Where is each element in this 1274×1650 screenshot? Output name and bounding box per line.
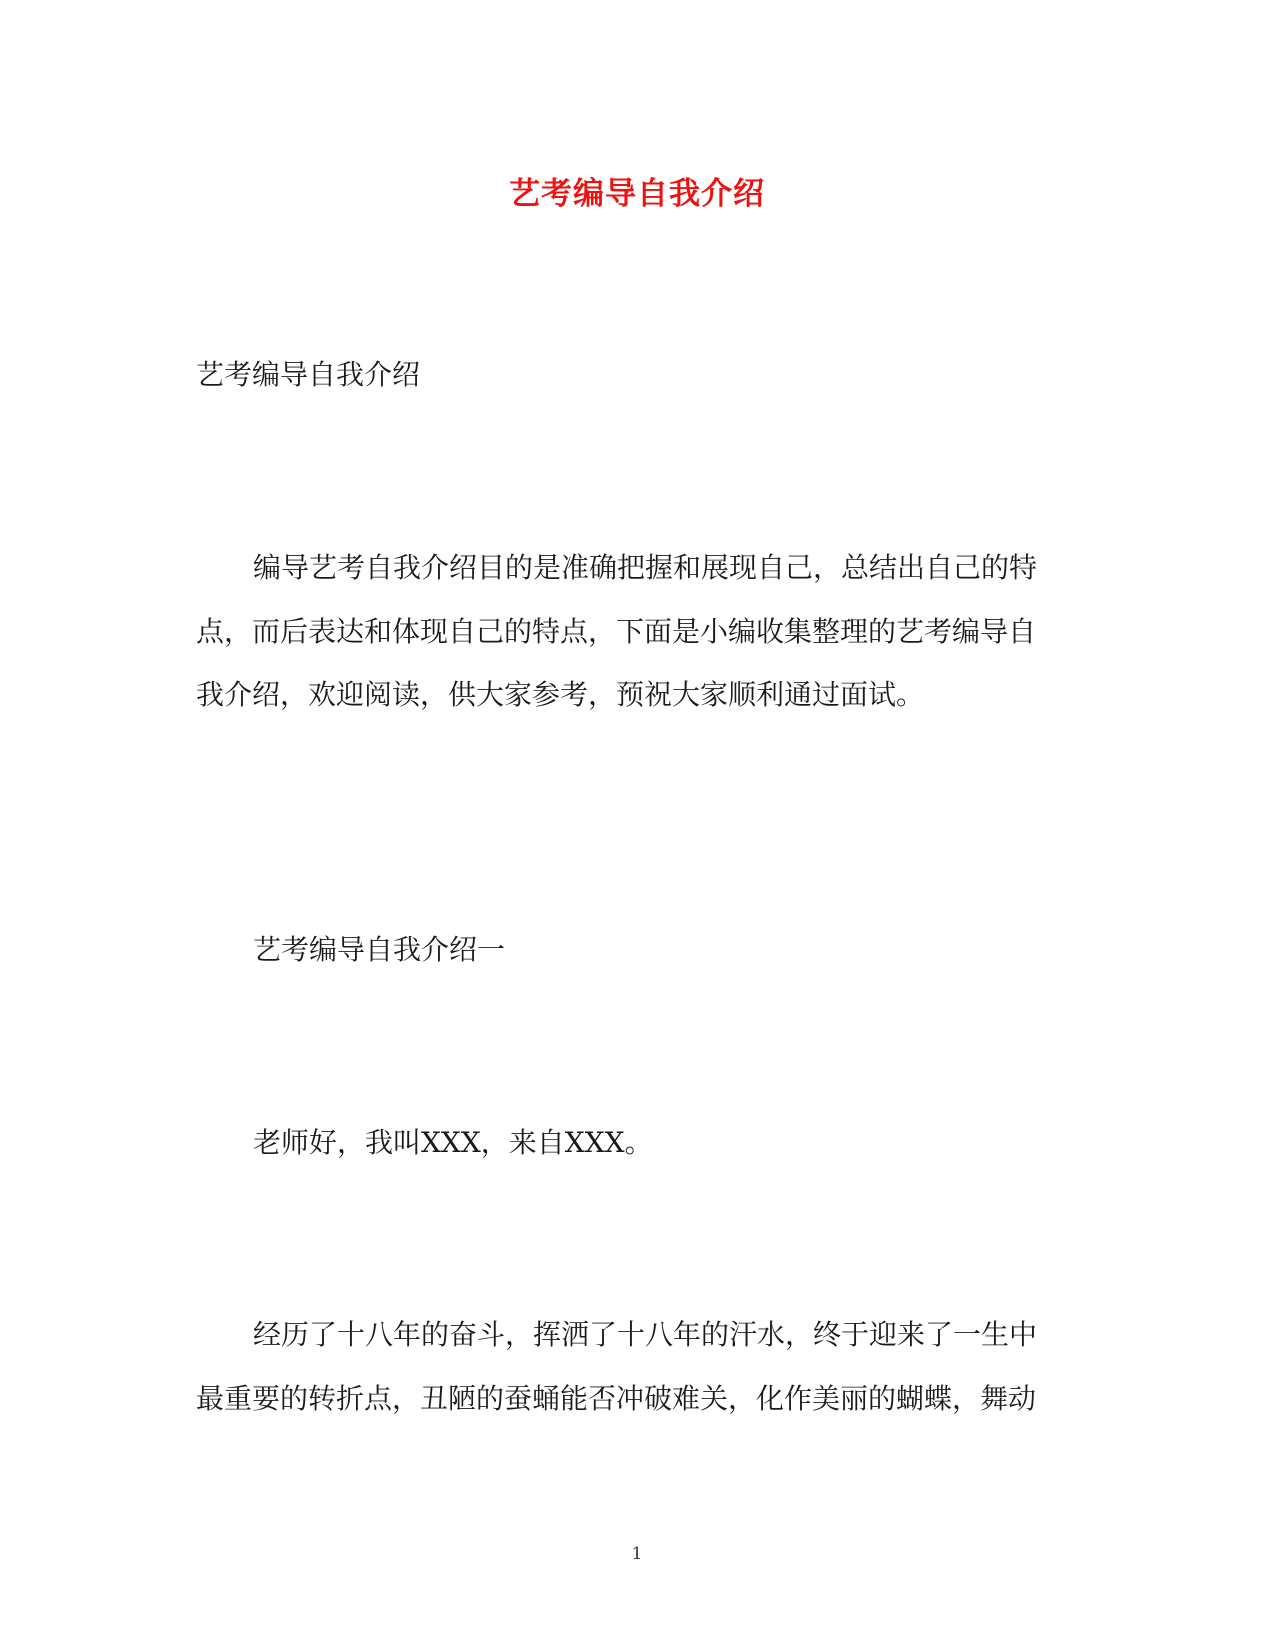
intro-line: 我介绍，欢迎阅读，供大家参考，预祝大家顺利通过面试。 (196, 678, 925, 711)
page-number: 1 (631, 1544, 643, 1564)
body-line: 经历了十八年的奋斗，挥洒了十八年的汗水，终于迎来了一生中 (253, 1318, 1038, 1351)
body-line: 最重要的转折点，丑陋的蚕蛹能否冲破难关，化作美丽的蝴蝶，舞动 (196, 1382, 1037, 1415)
intro-line: 编导艺考自我介绍目的是准确把握和展现自己，总结出自己的特 (253, 551, 1038, 584)
section-heading: 艺考编导自我介绍一 (253, 933, 506, 966)
page-title: 艺考编导自我介绍 (509, 176, 765, 212)
document-subtitle: 艺考编导自我介绍 (196, 358, 421, 391)
intro-line: 点，而后表达和体现自己的特点，下面是小编收集整理的艺考编导自 (196, 615, 1037, 648)
greeting-line: 老师好，我叫XXX，来自XXX。 (253, 1126, 653, 1159)
